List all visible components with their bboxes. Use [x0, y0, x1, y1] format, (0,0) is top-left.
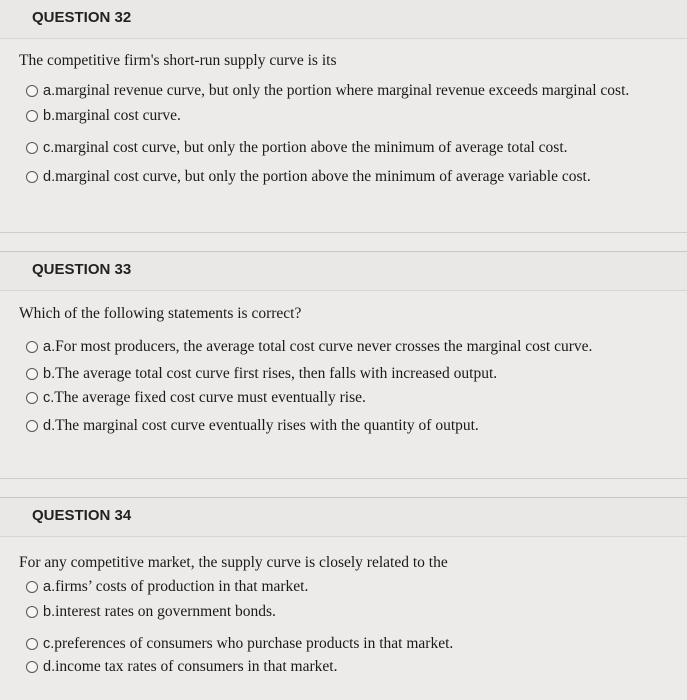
- question-33-stem: Which of the following statements is correct?: [19, 305, 302, 322]
- radio-button-icon[interactable]: [26, 171, 38, 183]
- question-33-title: QUESTION 33: [32, 261, 132, 278]
- radio-button-icon[interactable]: [26, 341, 38, 353]
- question-32-option-d[interactable]: d. marginal cost curve, but only the portion above the minimum of average variable cost.: [26, 166, 591, 188]
- question-divider: [0, 232, 687, 233]
- radio-button-icon[interactable]: [26, 420, 38, 432]
- radio-button-icon[interactable]: [26, 142, 38, 154]
- radio-button-icon[interactable]: [26, 638, 38, 650]
- question-34-option-d[interactable]: d. income tax rates of consumers in that market.: [26, 656, 337, 678]
- radio-button-icon[interactable]: [26, 392, 38, 404]
- question-33-option-d[interactable]: d. The marginal cost curve eventually rises with the quantity of output.: [26, 415, 479, 437]
- question-34-title: QUESTION 34: [32, 507, 132, 524]
- radio-button-icon[interactable]: [26, 581, 38, 593]
- question-34-option-c[interactable]: c. preferences of consumers who purchase products in that market.: [26, 633, 453, 655]
- radio-button-icon[interactable]: [26, 368, 38, 380]
- question-32-option-b[interactable]: b. marginal cost curve.: [26, 105, 181, 127]
- question-34-option-a[interactable]: a. firms’ costs of production in that market.: [26, 576, 308, 598]
- radio-button-icon[interactable]: [26, 661, 38, 673]
- question-32-stem: The competitive firm's short-run supply curve is its: [19, 52, 337, 69]
- radio-button-icon[interactable]: [26, 606, 38, 618]
- question-34-stem: For any competitive market, the supply curve is closely related to the: [19, 554, 448, 571]
- question-34-option-b[interactable]: b. interest rates on government bonds.: [26, 601, 276, 623]
- radio-button-icon[interactable]: [26, 85, 38, 97]
- question-33-option-a[interactable]: a. For most producers, the average total cost curve never crosses the marginal cost curve.: [26, 336, 592, 358]
- question-divider: [0, 478, 687, 479]
- question-33-option-c[interactable]: c. The average fixed cost curve must eventually rise.: [26, 387, 366, 409]
- question-32-option-a[interactable]: a. marginal revenue curve, but only the portion where marginal revenue exceeds marginal cost.: [26, 80, 629, 102]
- question-32-option-c[interactable]: c. marginal cost curve, but only the portion above the minimum of average total cost.: [26, 137, 568, 159]
- question-33-option-b[interactable]: b. The average total cost curve first rises, then falls with increased output.: [26, 363, 497, 385]
- question-32-title: QUESTION 32: [32, 9, 132, 26]
- radio-button-icon[interactable]: [26, 110, 38, 122]
